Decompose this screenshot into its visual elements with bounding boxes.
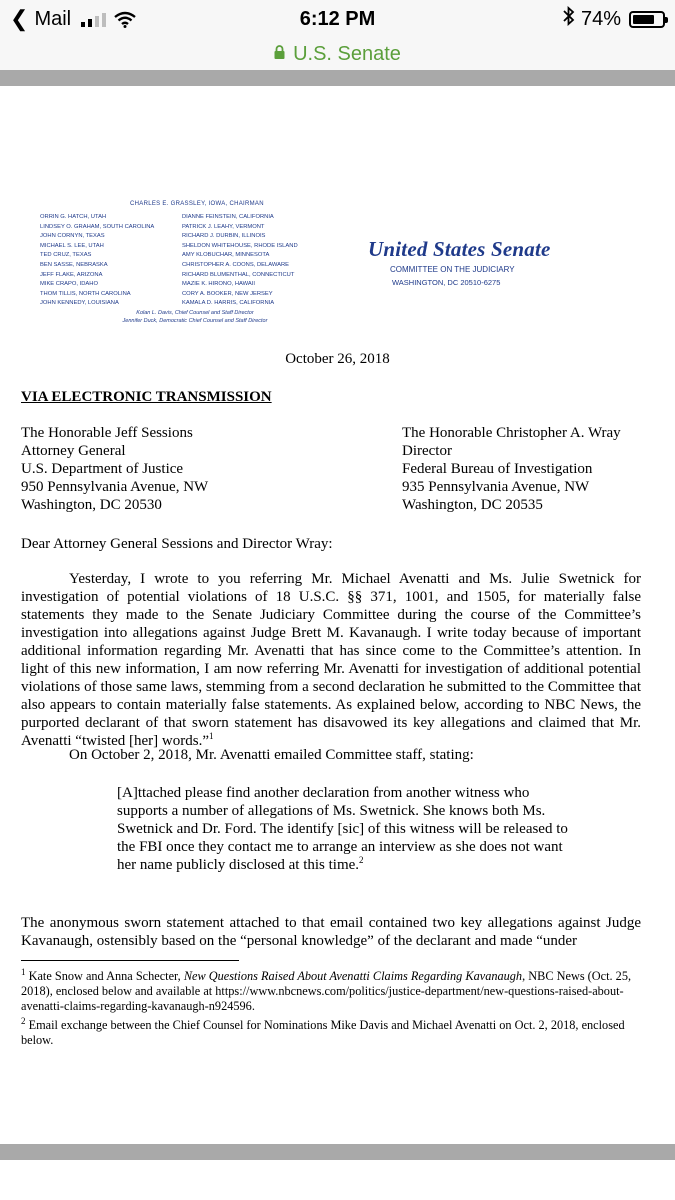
address-line: The Honorable Christopher A. Wray bbox=[402, 425, 621, 441]
url-host[interactable]: U.S. Senate bbox=[293, 42, 401, 65]
footnote-text: Email exchange between the Chief Counsel for Nominations Mike Davis and Michael Avenatti on Oct. 2, 2018, enclosed below. bbox=[21, 1018, 625, 1047]
member-name: MAZIE K. HIRONO, HAWAII bbox=[182, 281, 256, 288]
footnote-ref[interactable]: 1 bbox=[209, 731, 214, 741]
member-name: SHELDON WHITEHOUSE, RHODE ISLAND bbox=[182, 242, 298, 249]
letterhead-chairman: CHARLES E. GRASSLEY, IOWA, CHAIRMAN bbox=[130, 201, 264, 207]
recipient-right bbox=[402, 424, 621, 514]
address-line: The Honorable Jeff Sessions bbox=[21, 425, 193, 441]
document-page bbox=[0, 86, 675, 1144]
member-name: CHRISTOPHER A. COONS, DELAWARE bbox=[182, 261, 290, 268]
letterhead-title: United States Senate bbox=[368, 237, 551, 261]
clock: 6:12 PM bbox=[299, 8, 376, 30]
member-name: MICHAEL S. LEE, UTAH bbox=[40, 242, 104, 249]
address-line: 935 Pennsylvania Avenue, NW bbox=[402, 479, 590, 495]
address-line: Federal Bureau of Investigation bbox=[402, 461, 593, 477]
letterhead bbox=[40, 201, 640, 361]
member-name: RICHARD J. DURBIN, ILLINOIS bbox=[182, 233, 266, 240]
member-name: ORRIN G. HATCH, UTAH bbox=[40, 214, 107, 220]
lock-icon bbox=[274, 45, 285, 64]
footnote-authors: Kate Snow and Anna Schecter, bbox=[28, 969, 184, 983]
address-line: U.S. Department of Justice bbox=[21, 461, 184, 477]
paragraph-text: Yesterday, I wrote to you referring Mr. Michael Avenatti and Ms. Julie Swetnick for investigation of potential violations of 18 U.S.C. §§ 371, 1001, and 1505, for materially false statements they made to the Senate Judiciary Committee during the course of the Committee’s investigation into allegations against Judge Brett M. Kavanaugh. I write today because of important additional information regarding Mr. Avenatti that has since come to the Committee’s attention. In light of this new information, I am now referring Mr. Avenatti for investigation of additional potential violations of those same laws, stemming from a second declaration he submitted to the Committee that also appears to contain materially false statements. As explained below, according to NBC News, the purported declarant of that sworn statement has disavowed its key allegations and claimed that Mr. Avenatti “twisted [her] words.” bbox=[21, 571, 641, 749]
footnote-source[interactable]: , NBC News (Oct. 25, 2018), enclosed below and available at https://www.nbcnews.com/politics/justice-department/new-questions-raised-about-avenatti-claims-regarding-kavanaugh-n924596. bbox=[21, 969, 632, 1013]
member-name: JEFF FLAKE, ARIZONA bbox=[40, 271, 103, 278]
footnote-divider bbox=[21, 960, 239, 961]
member-name: JOHN KENNEDY, LOUISIANA bbox=[40, 300, 119, 307]
member-name: PATRICK J. LEAHY, VERMONT bbox=[182, 223, 265, 230]
paragraph-1 bbox=[21, 570, 641, 750]
quote-text: [A]ttached please find another declaration from another witness who supports a number of allegations of Ms. Swetnick. She knows both Ms. Swetnick and Dr. Ford. The identify [sic] of this witness will be released to the FBI once they contact me to arrange an interview as she does not want her name publicly disclosed at this time. bbox=[117, 785, 568, 873]
address-line: Washington, DC 20535 bbox=[402, 497, 543, 513]
member-name: MIKE CRAPO, IDAHO bbox=[40, 281, 98, 288]
status-bar bbox=[0, 0, 675, 38]
letterhead-committee: COMMITTEE ON THE JUDICIARY bbox=[390, 265, 515, 274]
letterhead-members-left bbox=[40, 213, 154, 309]
recipient-left bbox=[21, 424, 208, 514]
page-divider bbox=[0, 1144, 675, 1160]
letter-date: October 26, 2018 bbox=[285, 351, 390, 367]
member-name: THOM TILLIS, NORTH CAROLINA bbox=[40, 290, 131, 297]
letterhead-staff bbox=[80, 309, 310, 325]
paragraph-3: The anonymous sworn statement attached to that email contained two key allegations against Judge Kavanaugh, ostensibly based on the “personal knowledge” of the declarant and made “under bbox=[21, 915, 641, 949]
back-chevron-icon[interactable]: ❮ bbox=[10, 6, 29, 31]
footnote-ref[interactable]: 2 bbox=[359, 855, 364, 865]
url-bar[interactable] bbox=[0, 38, 675, 70]
footnote-article-title: New Questions Raised About Avenatti Claims Regarding Kavanaugh bbox=[183, 969, 523, 983]
member-name: BEN SASSE, NEBRASKA bbox=[40, 261, 108, 268]
paragraph-2: On October 2, 2018, Mr. Avenatti emailed Committee staff, stating: bbox=[69, 747, 474, 763]
battery-percent: 74% bbox=[580, 7, 621, 30]
staff-line: Jennifer Duck, Democratic Chief Counsel and Staff Director bbox=[122, 318, 268, 324]
member-name: KAMALA D. HARRIS, CALIFORNIA bbox=[182, 300, 275, 307]
footnote-mark: 1 bbox=[21, 966, 26, 977]
member-name: JOHN CORNYN, TEXAS bbox=[40, 233, 105, 240]
letterhead-address: WASHINGTON, DC 20510-6275 bbox=[392, 278, 501, 287]
member-name: CORY A. BOOKER, NEW JERSEY bbox=[182, 290, 273, 297]
salutation: Dear Attorney General Sessions and Director Wray: bbox=[21, 536, 333, 552]
footnote-1 bbox=[21, 966, 633, 1014]
member-name: AMY KLOBUCHAR, MINNESOTA bbox=[182, 252, 270, 259]
address-line: 950 Pennsylvania Avenue, NW bbox=[21, 479, 209, 495]
bluetooth-icon bbox=[563, 6, 575, 32]
battery-icon bbox=[629, 11, 665, 28]
member-name: RICHARD BLUMENTHAL, CONNECTICUT bbox=[182, 271, 295, 278]
address-line: Attorney General bbox=[21, 443, 126, 459]
footnote-mark: 2 bbox=[21, 1015, 26, 1026]
block-quote bbox=[117, 784, 577, 874]
address-line: Washington, DC 20530 bbox=[21, 497, 162, 513]
footnote-2 bbox=[21, 1015, 633, 1048]
back-app-label[interactable]: Mail bbox=[34, 7, 72, 30]
member-name: LINDSEY O. GRAHAM, SOUTH CAROLINA bbox=[40, 223, 155, 230]
letterhead-members-right bbox=[182, 213, 298, 309]
toolbar-divider bbox=[0, 70, 675, 86]
transmission-method: VIA ELECTRONIC TRANSMISSION bbox=[21, 389, 272, 405]
member-name: DIANNE FEINSTEIN, CALIFORNIA bbox=[182, 214, 274, 220]
staff-line: Kolan L. Davis, Chief Counsel and Staff Director bbox=[136, 310, 254, 316]
address-line: Director bbox=[402, 443, 452, 459]
member-name: TED CRUZ, TEXAS bbox=[40, 252, 92, 259]
